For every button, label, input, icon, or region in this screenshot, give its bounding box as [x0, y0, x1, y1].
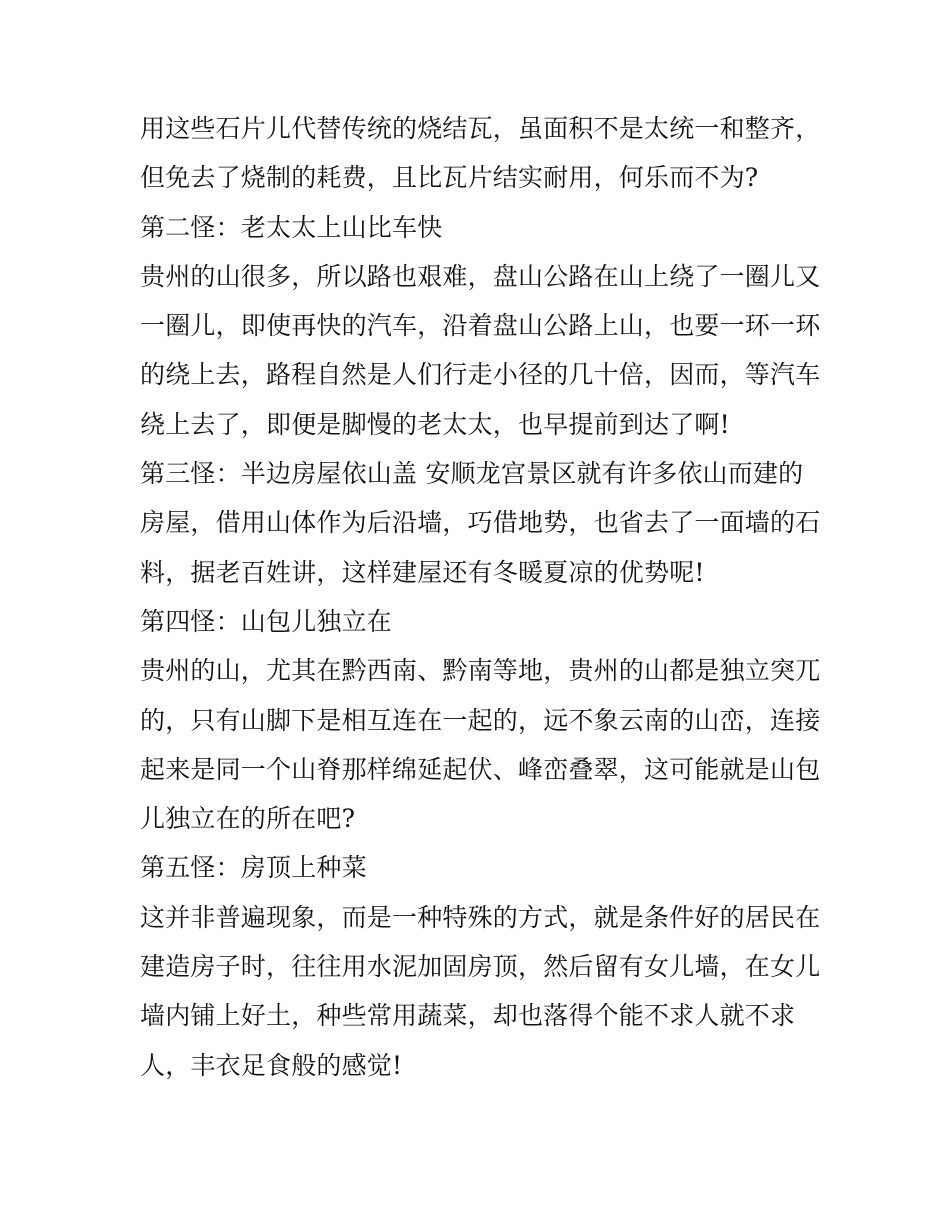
- section-heading: 第五怪：房顶上种菜: [140, 853, 367, 883]
- text-line: 料，据老百姓讲，这样建屋还有冬暖夏凉的优势呢!: [140, 557, 705, 587]
- text-line: 起来是同一个山脊那样绵延起伏、峰峦叠翠，这可能就是山包: [140, 754, 821, 784]
- text-line: 这并非普遍现象，而是一种特殊的方式，就是条件好的居民在: [140, 902, 821, 932]
- text-line: 儿独立在的所在吧?: [140, 804, 356, 834]
- document-body: [140, 104, 830, 1090]
- text-line: 人，丰衣足食般的感觉!: [140, 1050, 403, 1080]
- text-line: 贵州的山，尤其在黔西南、黔南等地，贵州的山都是独立突兀: [140, 656, 821, 686]
- section-heading: 第三怪：半边房屋依山盖 安顺龙宫景区就有许多依山而建的: [140, 459, 804, 489]
- text-line: 房屋，借用山体作为后沿墙，巧借地势，也省去了一面墙的石: [140, 508, 821, 538]
- text-line: 墙内铺上好土，种些常用蔬菜，却也落得个能不求人就不求: [140, 1001, 796, 1031]
- text-line: 贵州的山很多，所以路也艰难，盘山公路在山上绕了一圈儿又: [140, 261, 821, 291]
- text-line: 用这些石片儿代替传统的烧结瓦，虽面积不是太统一和整齐，: [140, 114, 821, 143]
- section-heading: 第二怪：老太太上山比车快: [140, 212, 443, 242]
- text-line: 的绕上去，路程自然是人们行走小径的几十倍，因而，等汽车: [140, 360, 821, 390]
- text-line: 绕上去了，即便是脚慢的老太太，也早提前到达了啊!: [140, 409, 730, 439]
- text-line: 的，只有山脚下是相互连在一起的，远不象云南的山峦，连接: [140, 705, 821, 735]
- section-heading: 第四怪：山包儿独立在: [140, 606, 393, 636]
- text-line: 一圈儿，即使再快的汽车，沿着盘山公路上山，也要一环一环: [140, 311, 821, 341]
- text-line: 建造房子时，往往用水泥加固房顶，然后留有女儿墙，在女儿: [140, 952, 821, 982]
- text-line: 但免去了烧制的耗费，且比瓦片结实耐用，何乐而不为?: [140, 163, 759, 193]
